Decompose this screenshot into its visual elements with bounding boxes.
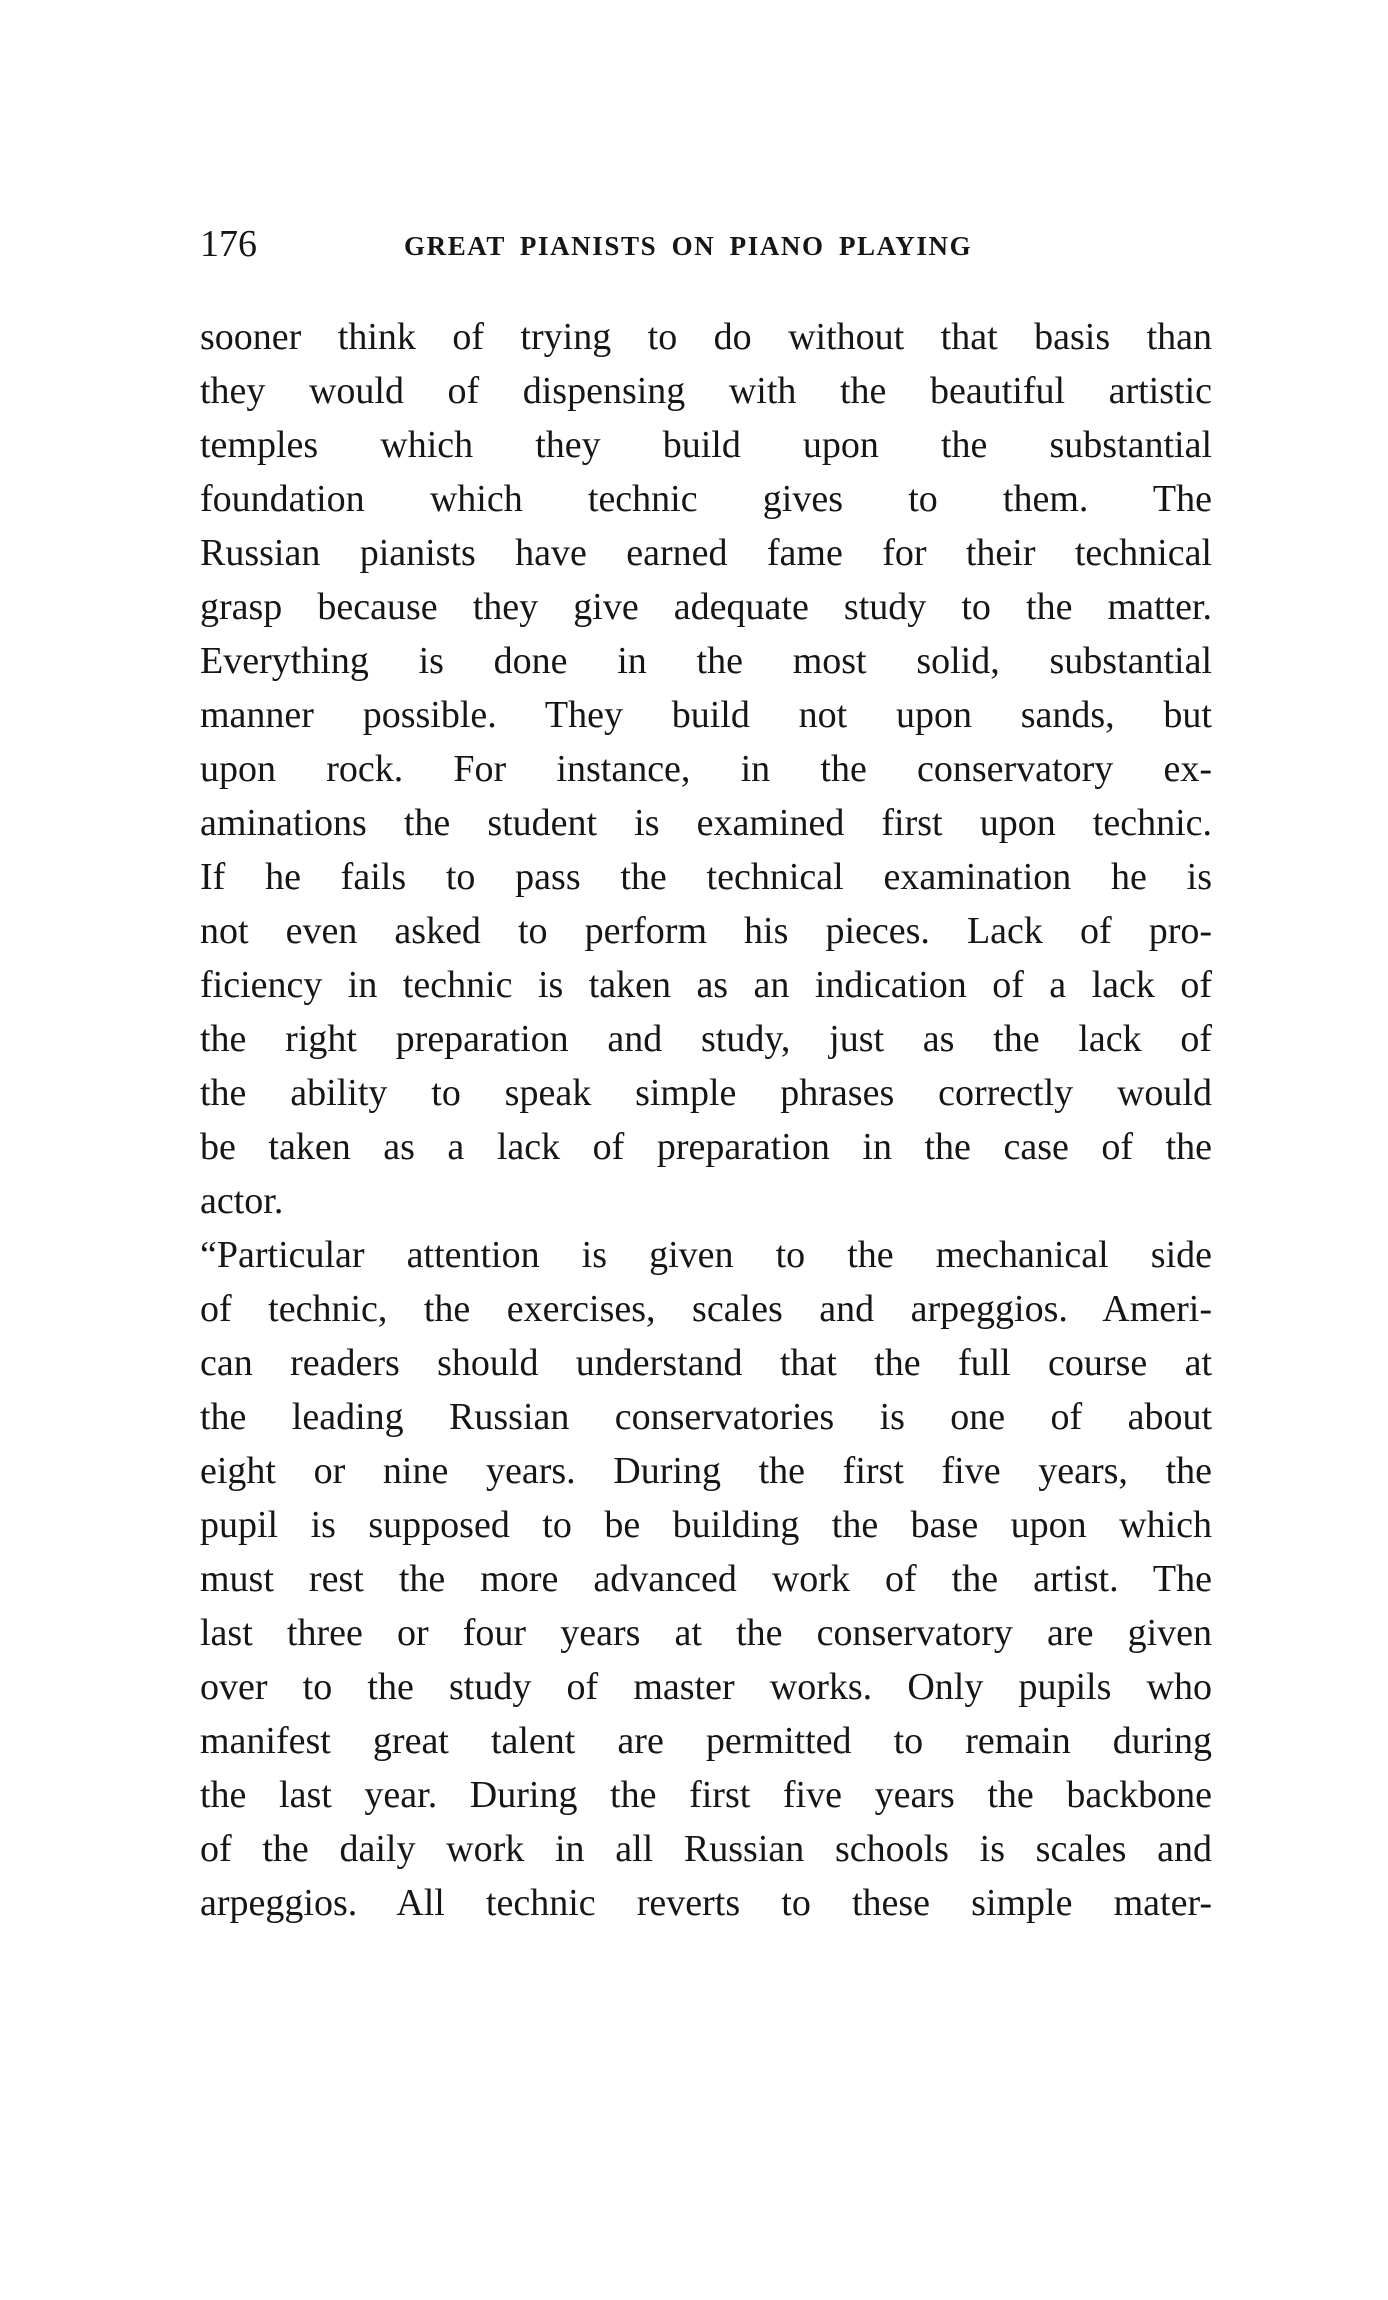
text-line: must rest the more advanced work of the artist. The <box>200 1558 1212 1600</box>
text-line: of technic, the exercises, scales and arpeggios. Ameri- <box>200 1288 1212 1330</box>
text-line: actor. <box>200 1180 284 1222</box>
text-line: “Particular attention is given to the mechanical side <box>200 1234 1212 1276</box>
text-line: temples which they build upon the substantial <box>200 424 1212 466</box>
text-line: Everything is done in the most solid, substantial <box>200 640 1212 682</box>
text-line: can readers should understand that the full course at <box>200 1342 1212 1384</box>
text-line: the leading Russian conservatories is one of about <box>200 1396 1212 1438</box>
text-line: If he fails to pass the technical examination he is <box>200 856 1212 898</box>
text-line: be taken as a lack of preparation in the case of the <box>200 1126 1212 1168</box>
text-line: over to the study of master works. Only pupils who <box>200 1666 1212 1708</box>
text-line: Russian pianists have earned fame for their technical <box>200 532 1212 574</box>
text-line: the ability to speak simple phrases correctly would <box>200 1072 1212 1114</box>
running-header <box>200 222 1212 266</box>
page-number: 176 <box>200 223 257 265</box>
page-body-text <box>200 310 1212 1930</box>
text-line: grasp because they give adequate study to the matter. <box>200 586 1212 628</box>
text-line: upon rock. For instance, in the conservatory ex- <box>200 748 1212 790</box>
text-line: sooner think of trying to do without that basis than <box>200 316 1212 358</box>
text-line: arpeggios. All technic reverts to these simple mater- <box>200 1882 1212 1924</box>
text-line: aminations the student is examined first upon technic. <box>200 802 1212 844</box>
text-line: the last year. During the first five years the backbone <box>200 1774 1212 1816</box>
running-title: GREAT PIANISTS ON PIANO PLAYING <box>404 231 973 261</box>
text-line: last three or four years at the conservatory are given <box>200 1612 1212 1654</box>
text-line: of the daily work in all Russian schools is scales and <box>200 1828 1212 1870</box>
text-line: the right preparation and study, just as the lack of <box>200 1018 1212 1060</box>
text-line: ficiency in technic is taken as an indication of a lack of <box>200 964 1212 1006</box>
text-line: pupil is supposed to be building the base upon which <box>200 1504 1212 1546</box>
text-line: they would of dispensing with the beautiful artistic <box>200 370 1212 412</box>
text-line: not even asked to perform his pieces. Lack of pro- <box>200 910 1212 952</box>
text-line: eight or nine years. During the first five years, the <box>200 1450 1212 1492</box>
text-line: manifest great talent are permitted to remain during <box>200 1720 1212 1762</box>
text-line: manner possible. They build not upon sands, but <box>200 694 1212 736</box>
text-line: foundation which technic gives to them. The <box>200 478 1212 520</box>
